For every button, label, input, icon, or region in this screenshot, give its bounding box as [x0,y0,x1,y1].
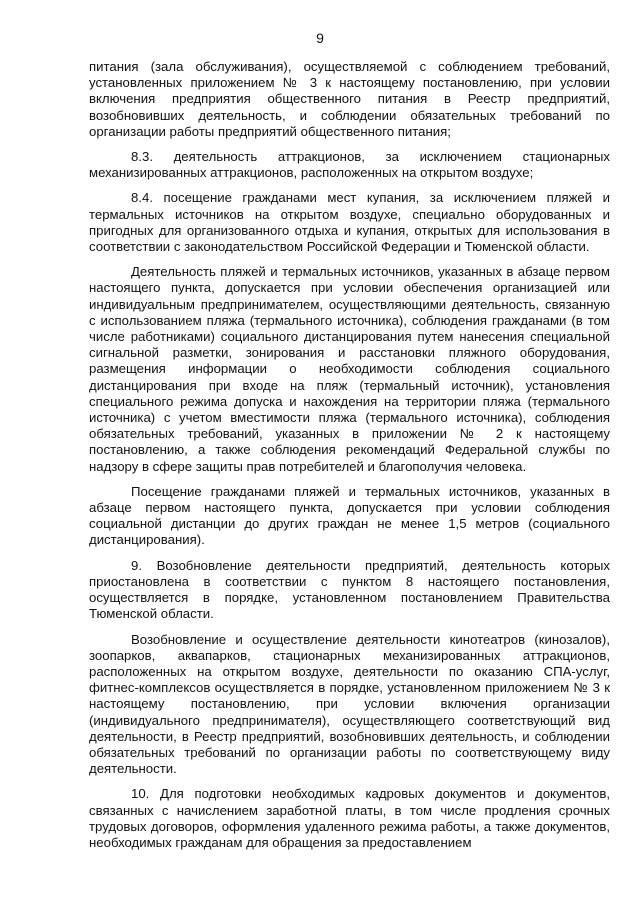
paragraph-continuation: питания (зала обслуживания), осуществляемой с соблюдением требований, установленных приложением № 3 к настоящему постановлению, при условии включения предприятия общественного питания в Реестр предприятий, возобновивших деятельность, и соблюдении обязательных требований по организации работы предприятий общественного питания; [89,59,610,139]
paragraph-10: 10. Для подготовки необходимых кадровых документов и документов, связанных с начислением заработной платы, в том числе продления срочных трудовых договоров, оформления удаленного режима работы, а также документов, необходимых гражданам для обращения за предоставлением [89,786,610,850]
page-number: 9 [316,30,324,46]
paragraph-9: 9. Возобновление деятельности предприятий, деятельность которых приостановлена в соответствии с пунктом 8 настоящего постановления, осуществляется в порядке, установленном постановлением Правительства Тюменской области. [89,557,610,622]
paragraph-9-resumption: Возобновление и осуществление деятельности кинотеатров (кинозалов), зоопарков, аквапарков, стационарных механизированных аттракционов, расположенных на открытом воздухе, деятельности по оказанию СПА-услуг, фитнес-комплексов осуществляется в порядке, установленном приложением № 3 к настоящему постановлению, при условии включения организации (индивидуального предпринимателя), осуществляющего соответствующий вид деятельности, в Реестр предприятий, возобновивших деятельность, и соблюдении обязательных требований по организации работы по соответствующему виду деятельности. [89,631,610,777]
paragraph-beaches-visiting: Посещение гражданами пляжей и термальных источников, указанных в абзаце первом настоящего пункта, допускается при условии соблюдения социальной дистанции до других граждан не менее 1,5 метров (социального дистанцирования). [89,483,610,548]
paragraph-beaches-activity: Деятельность пляжей и термальных источников, указанных в абзаце первом настоящего пункта, допускается при условии обеспечения организацией или индивидуальным предпринимателем, осуществляющими деятельность, связанную с использованием пляжа (термального источника), соблюдения гражданами (в том числе работниками) социального дистанцирования путем нанесения специальной сигнальной разметки, зонирования и расстановки пляжного оборудования, размещения информации о необходимости соблюдения социального дистанцирования при входе на пляж (термальный источник), установления специального режима допуска и нахождения на территории пляжа (термального источника) с учетом вместимости пляжа (термального источника), соблюдения обязательных требований, указанных в приложении № 2 к настоящему постановлению, а также соблюдения рекомендаций Федеральной службы по надзору в сфере защиты прав потребителей и благополучия человека. [89,264,610,474]
paragraph-8-4: 8.4. посещение гражданами мест купания, за исключением пляжей и термальных источников на открытом воздухе, специально оборудованных и пригодных для организованного отдыха и купания, открытых для использования в соответствии с законодательством Российской Федерации и Тюменской области. [89,190,610,255]
document-body [89,59,610,860]
paragraph-8-3: 8.3. деятельность аттракционов, за исключением стационарных механизированных аттракционов, расположенных на открытом воздухе; [89,149,610,181]
